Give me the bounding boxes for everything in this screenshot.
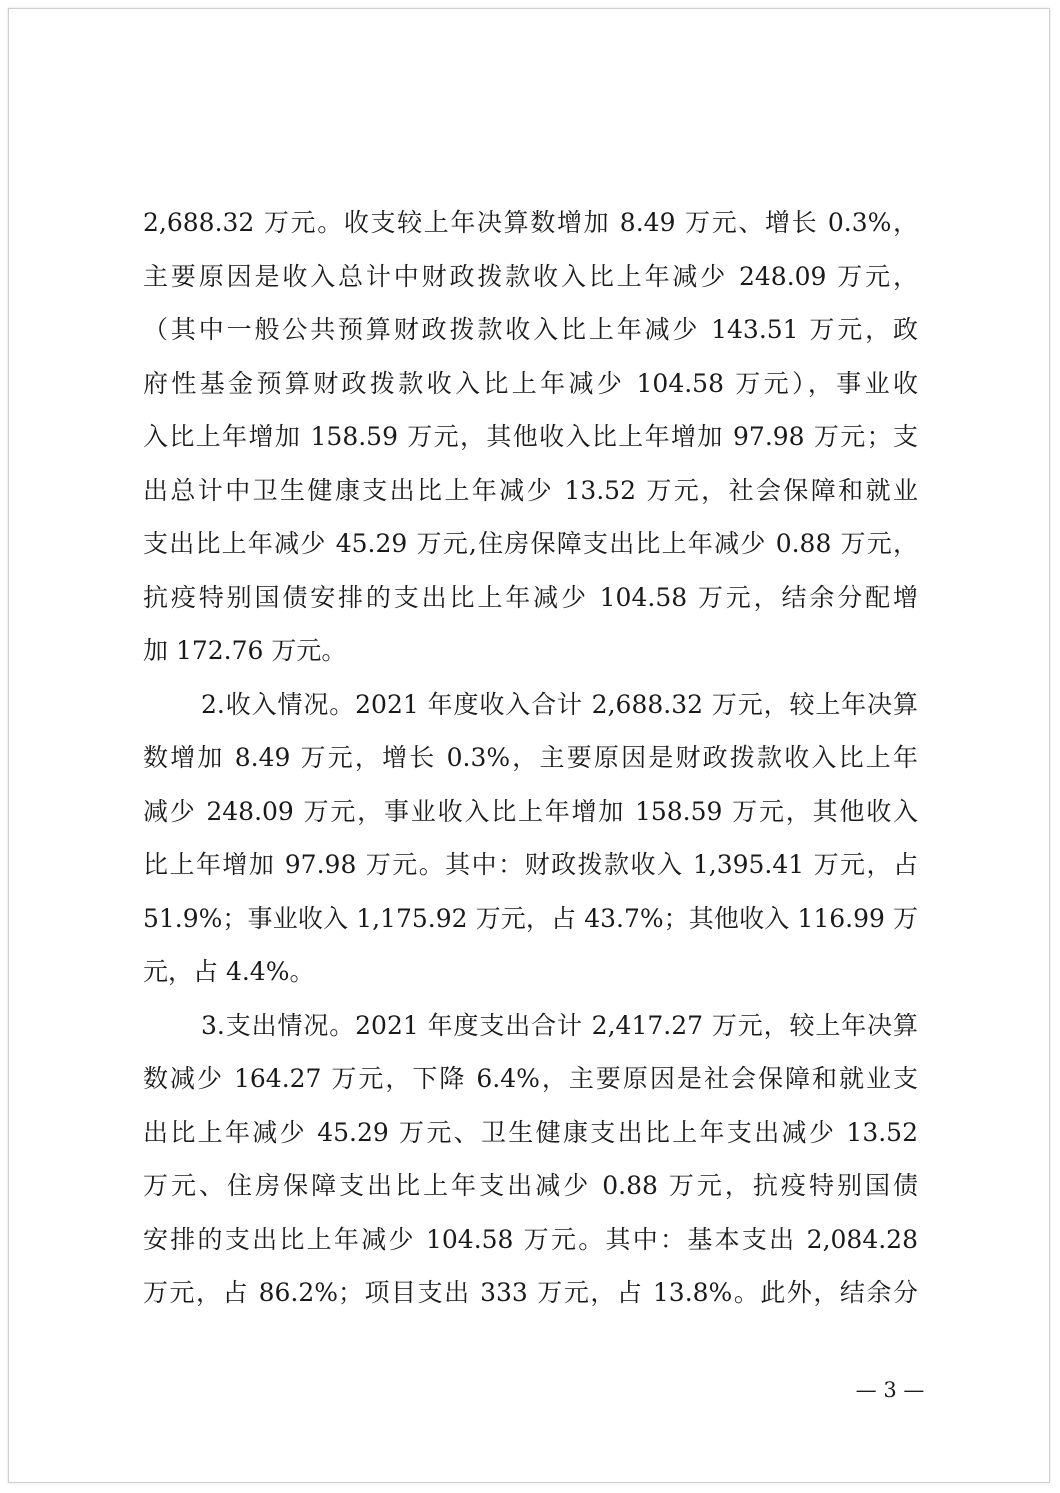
text-line: 万元、住房保障支出比上年支出减少 0.88 万元，抗疫特别国债	[143, 1171, 918, 1200]
text-line: 主要原因是收入总计中财政拨款收入比上年减少 248.09 万元，	[143, 261, 918, 291]
text-line: 加 172.76 万元。	[143, 636, 347, 665]
paragraph-2	[143, 678, 918, 999]
text-line: 元，占 4.4%。	[143, 957, 315, 986]
text-line: 比上年增加 97.98 万元。其中：财政拨款收入 1,395.41 万元，占	[143, 850, 918, 879]
text-line: 万元，占 86.2%；项目支出 333 万元，占 13.8%。此外，结余分	[143, 1278, 918, 1307]
text-line: 51.9%；事业收入 1,175.92 万元，占 43.7%；其他收入 116.99 万	[143, 903, 918, 933]
text-line: 支出比上年减少 45.29 万元,住房保障支出比上年减少 0.88 万元，	[143, 529, 918, 558]
text-line: 出比上年减少 45.29 万元、卫生健康支出比上年支出减少 13.52	[143, 1117, 918, 1147]
text-line: 数减少 164.27 万元，下降 6.4%，主要原因是社会保障和就业支	[143, 1064, 918, 1093]
text-line: 2.收入情况。2021 年度收入合计 2,688.32 万元，较上年决算	[201, 689, 918, 719]
text-line: 安排的支出比上年减少 104.58 万元。其中：基本支出 2,084.28	[143, 1224, 918, 1254]
text-line: 出总计中卫生健康支出比上年减少 13.52 万元，社会保障和就业	[143, 475, 918, 505]
text-line: 府性基金预算财政拨款收入比上年减少 104.58 万元），事业收	[143, 368, 918, 398]
text-line: 减少 248.09 万元，事业收入比上年增加 158.59 万元，其他收入	[143, 796, 918, 826]
text-line: 数增加 8.49 万元，增长 0.3%，主要原因是财政拨款收入比上年	[143, 743, 918, 772]
page-number: — 3 —	[855, 1378, 925, 1402]
text-line: 入比上年增加 158.59 万元，其他收入比上年增加 97.98 万元；支	[143, 422, 918, 451]
paragraph-1	[143, 196, 918, 678]
text-line: 3.支出情况。2021 年度支出合计 2,417.27 万元，较上年决算	[201, 1010, 918, 1040]
paragraph-3	[143, 999, 918, 1320]
document-body	[143, 196, 918, 1320]
text-line: 抗疫特别国债安排的支出比上年减少 104.58 万元，结余分配增	[143, 582, 918, 612]
text-line: （其中一般公共预算财政拨款收入比上年减少 143.51 万元，政	[143, 315, 918, 344]
text-line: 2,688.32 万元。收支较上年决算数增加 8.49 万元、增长 0.3%，	[143, 208, 918, 237]
